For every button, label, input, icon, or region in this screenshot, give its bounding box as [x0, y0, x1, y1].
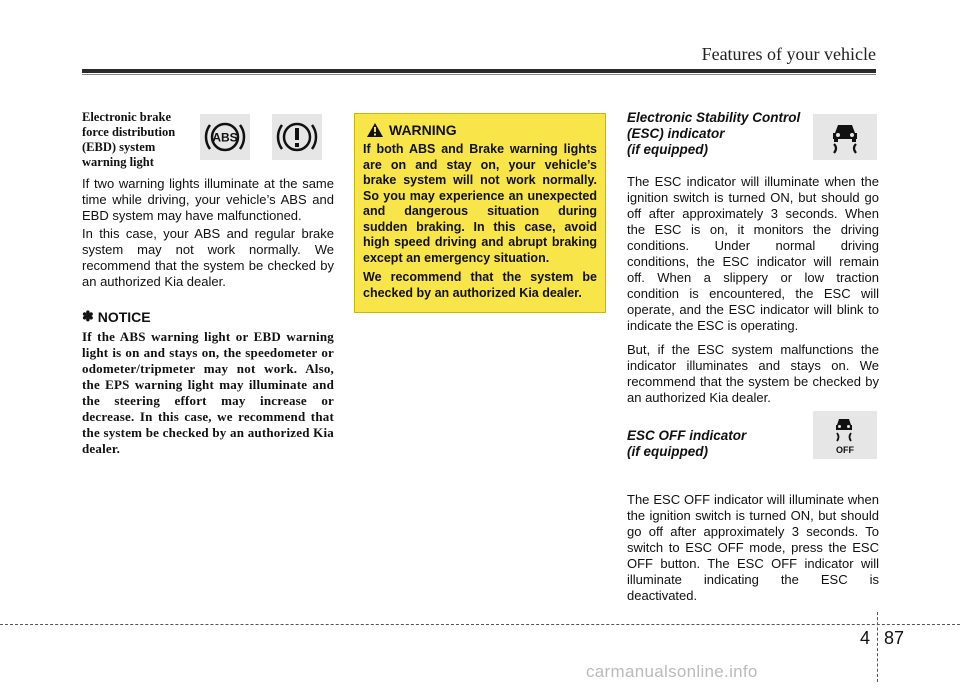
ebd-section [82, 110, 334, 457]
header-rule [82, 69, 876, 73]
notice-heading [82, 308, 334, 325]
ebd-para-2: In this case, your ABS and regular brake system may not work normally. We recommend that the system be checked by an authorized Kia dealer. [82, 226, 334, 289]
abs-label: ABS [212, 130, 238, 145]
ebd-heading-line: force distribution [82, 125, 176, 139]
ebd-heading [82, 110, 192, 170]
esc-section [627, 110, 879, 612]
warning-text-2: We recommend that the system be checked by an authorized Kia dealer. [363, 270, 597, 300]
esc-off-indicator-icon [813, 411, 877, 459]
footer-vertical-rule [877, 612, 878, 682]
esc-off-heading-line: (if equipped) [627, 444, 708, 459]
esc-indicator-icon [813, 114, 877, 160]
esc-heading-line: Electronic Stability Control [627, 110, 801, 125]
warning-heading [363, 122, 597, 138]
ebd-para-1: If two warning lights illuminate at the same time while driving, your vehicle’s ABS and EBD system may have malfunctioned. [82, 176, 334, 223]
warning-box [354, 113, 606, 313]
notice-label: NOTICE [97, 308, 151, 325]
esc-para-1: The ESC indicator will illuminate when the ignition switch is turned ON, but should go off after approximately 3 seconds. When the ESC is on, it monitors the driving conditions. Under normal driving conditions, the ESC indicator will remain off. When a slippery or low traction condition is encountered, the ESC will operate, and the ESC indicator will blink to indicate the ESC is operating. [627, 174, 879, 333]
off-label: OFF [836, 445, 854, 455]
warning-label: WARNING [389, 122, 457, 138]
page-number: 87 [884, 628, 905, 648]
ebd-heading-line: warning light [82, 155, 154, 169]
ebd-heading-line: Electronic brake [82, 110, 171, 124]
notice-text: If the ABS warning light or EBD warning light is on and stays on, the speedometer or odometer/tripmeter may not work. Also, the EPS warning light may illuminate and the steering effort may increase or decrease. In this case, we recommend that the system be checked by an authorized Kia dealer. [82, 329, 334, 456]
esc-heading-line: (ESC) indicator [627, 126, 725, 141]
warning-text-1: If both ABS and Brake warning lights are on and stay on, your vehicle’s brake system will not work normally. So you may experience an unexpected and dangerous situation during sudden braking. In this case, avoid high speed driving and abrupt braking except an emergency situation. [363, 142, 597, 265]
warning-triangle-icon [367, 123, 383, 137]
chapter-number: 4 [860, 628, 871, 648]
esc-off-heading-line: ESC OFF indicator [627, 428, 747, 443]
esc-heading-line: (if equipped) [627, 142, 708, 157]
footer-dashed-rule [0, 624, 960, 625]
ebd-heading-line: (EBD) system [82, 140, 156, 154]
brake-warning-icon [272, 114, 322, 160]
header-rule-thin [82, 74, 876, 75]
watermark: carmanualsonline.info [586, 662, 758, 681]
esc-para-2: But, if the ESC system malfunctions the indicator illuminates and stays on. We recommend that the system be checked by an authorized Kia dealer. [627, 342, 879, 405]
abs-warning-icon [200, 114, 250, 160]
notice-symbol-icon: ✽ [82, 308, 94, 324]
esc-off-para: The ESC OFF indicator will illuminate when the ignition switch is turned ON, but should go off after approximately 3 seconds. To switch to ESC OFF mode, press the ESC OFF button. The ESC OFF indicator will illuminate indicating the ESC is deactivated. [627, 492, 879, 603]
section-title: Features of your vehicle [701, 44, 876, 64]
